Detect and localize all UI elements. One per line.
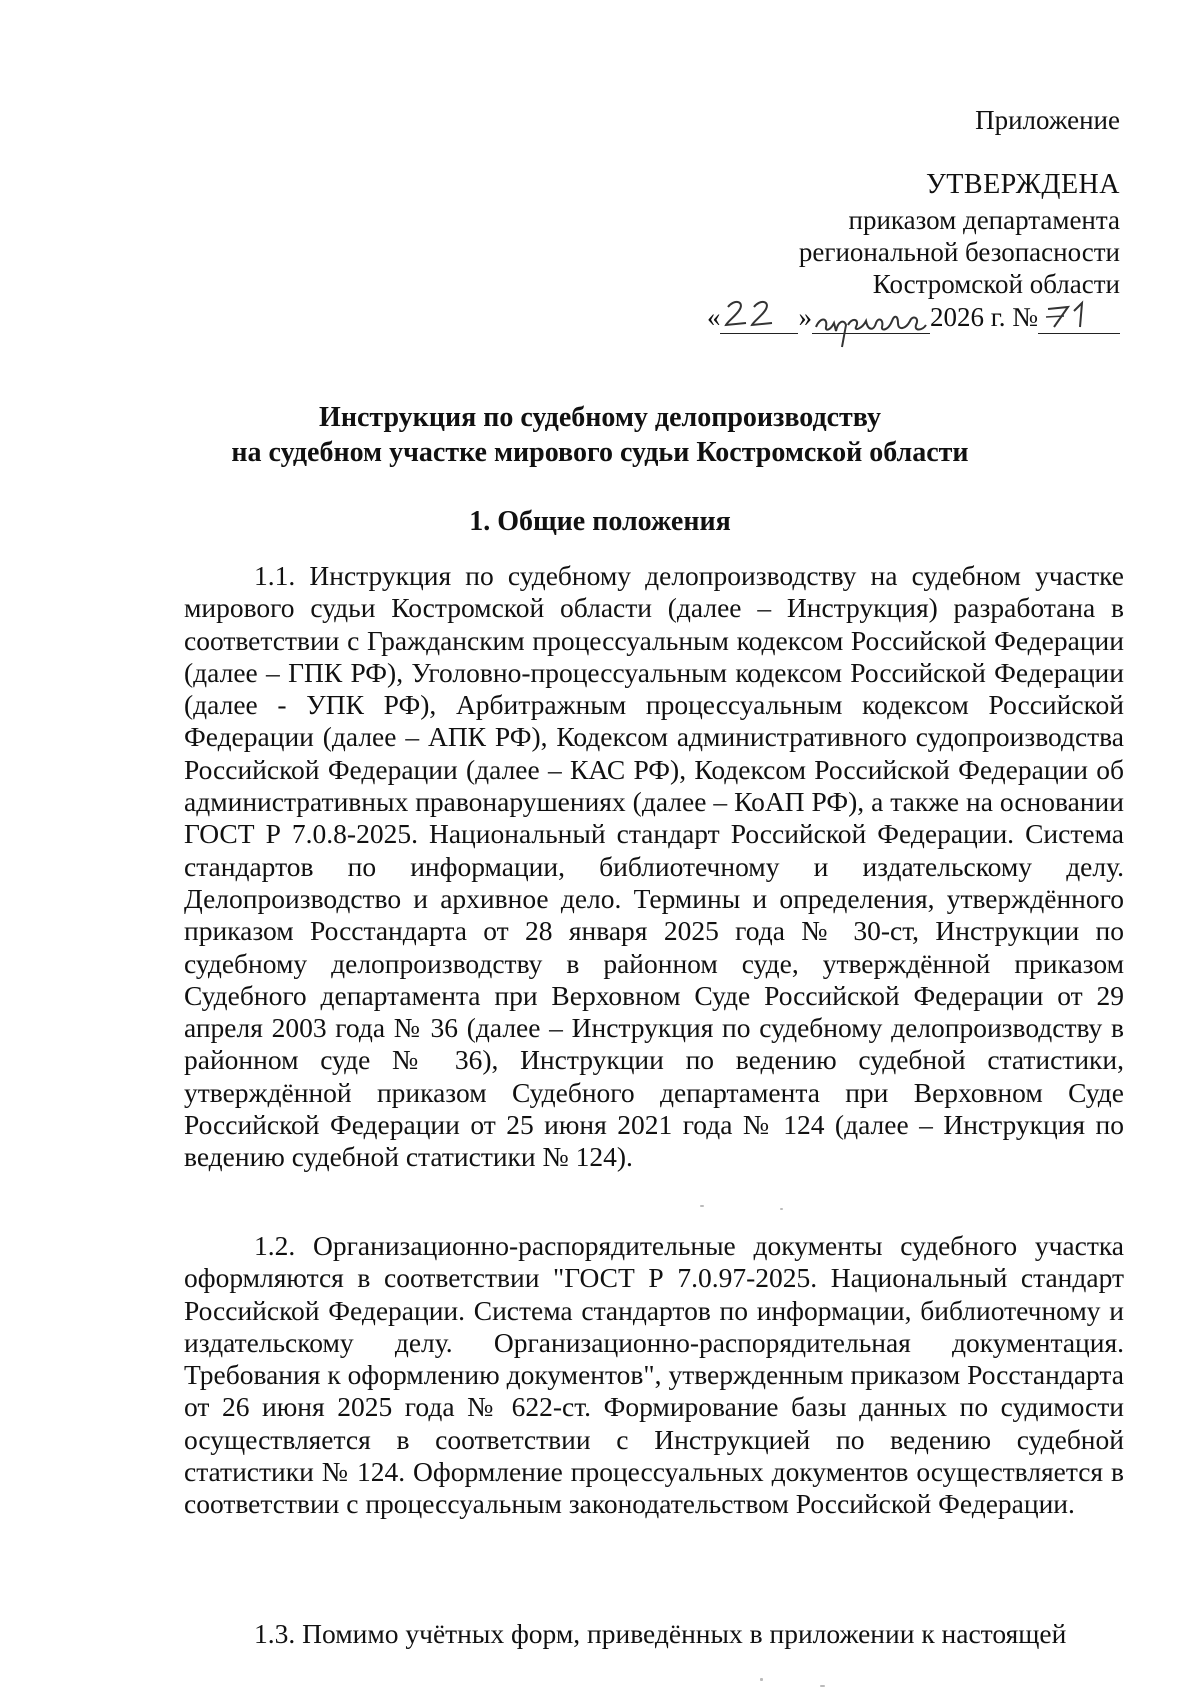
handwritten-month-signature-icon [812, 301, 930, 349]
paragraph-text: 1.1. Инструкция по судебному делопроизводству на судебном участке мирового судьи Костромской области (далее – Инструкция) разработана в соответствии с Гражданским процессуальным кодексом Российской Федерации (далее – ГПК РФ), Уголовно-процессуальным кодексом Российской Федерации (далее - УПК РФ), Арбитражным процессуальным кодексом Российской Федерации (далее – АПК РФ), Кодексом административного судопроизводства Российской Федерации (далее – КАС РФ), Кодексом Российской Федерации об административных правонарушениях (далее – КоАП РФ), а также на основании ГОСТ Р 7.0.8-2025. Национальный стандарт Российской Федерации. Система стандартов по информации, библиотечному и издательскому делу. Делопроизводство и архивное дело. Термины и определения, утверждённого приказом Росстандарта от 28 января 2025 года № 30-ст, Инструкции по судебному делопроизводству в районном суде, утверждённой приказом Судебного департамента при Верховном Суде Российской Федерации от 29 апреля 2003 года № 36 (далее – Инструкция по судебному делопроизводству в районном суде № 36), Инструкции по ведению судебной статистики, утверждённой приказом Судебного департамента при Верховном Суде Российской Федерации от 25 июня 2021 года № 124 (далее – Инструкция по ведению судебной статистики № 124). [184, 560, 1124, 1173]
approval-date-line [707, 300, 1120, 334]
appendix-label: Приложение [975, 105, 1120, 135]
paragraph-text: 1.3. Помимо учётных форм, приведённых в приложении к настоящей [254, 1618, 1067, 1649]
scan-speck [700, 1205, 704, 1207]
date-close-quote: » [798, 302, 812, 332]
paragraph-1-1 [184, 560, 1124, 1174]
date-year-and-number-label: 2026 г. № [929, 302, 1038, 332]
scan-speck [780, 1208, 783, 1210]
handwritten-order-number [1038, 303, 1120, 334]
section-heading: 1. Общие положения [469, 506, 731, 537]
handwritten-month [812, 303, 930, 334]
approval-order-line: приказом департамента [848, 205, 1120, 235]
paragraph-1-3 [184, 1618, 1124, 1650]
scan-speck [820, 1685, 825, 1687]
approval-region-line: Костромской области [872, 269, 1120, 299]
document-title-line-1: Инструкция по судебному делопроизводству [319, 402, 881, 433]
document-title-line-2: на судебном участке мирового судьи Костромской области [231, 437, 969, 468]
paragraph-text: 1.2. Организационно-распорядительные документы судебного участка оформляются в соответствии "ГОСТ Р 7.0.97-2025. Национальный стандарт Российской Федерации. Система стандартов по информации, библиотечному и издательскому делу. Организационно-распорядительная документация. Требования к оформлению документов", утвержденным приказом Росстандарта от 26 июня 2025 года № 622-ст. Формирование базы данных по судимости осуществляется в соответствии с Инструкцией по ведению судебной статистики № 124. Оформление процессуальных документов осуществляется в соответствии с процессуальным законодательством Российской Федерации. [184, 1230, 1124, 1520]
approval-department-line: региональной безопасности [798, 237, 1120, 267]
handwritten-day [720, 303, 798, 334]
paragraph-1-2 [184, 1230, 1124, 1521]
handwritten-day-signature-icon [720, 297, 798, 331]
scan-speck [760, 1678, 763, 1681]
approval-stamp-label: УТВЕРЖДЕНА [925, 169, 1120, 200]
handwritten-number-signature-icon [1038, 297, 1120, 331]
date-open-quote: « [706, 302, 721, 332]
